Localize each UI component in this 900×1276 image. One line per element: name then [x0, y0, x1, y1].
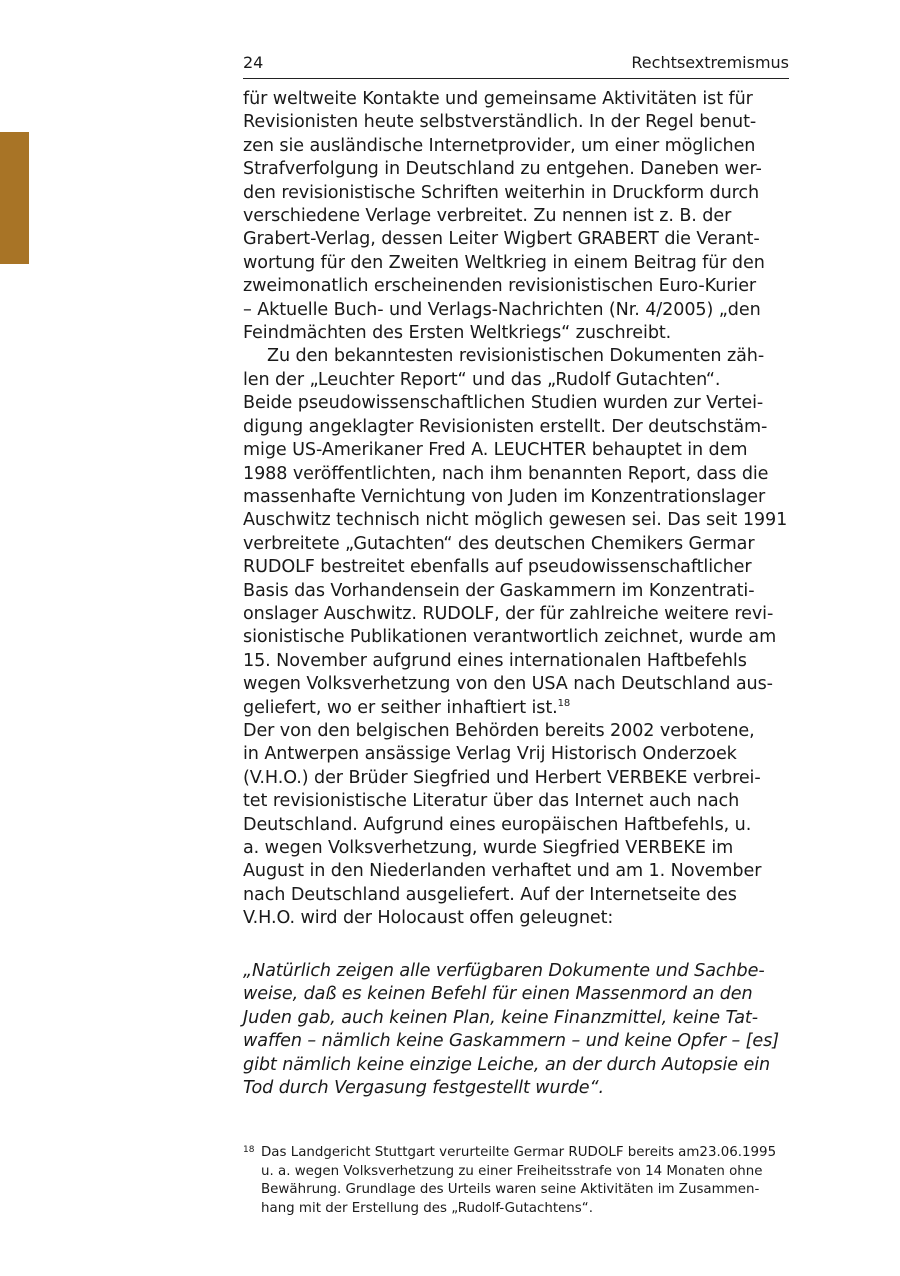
- quote-line: gibt nämlich keine einzige Leiche, an der durch Autopsie ein: [243, 1054, 771, 1075]
- text-line: – Aktuelle Buch- und Verlags-Nachrichten (Nr. 4/2005) „den: [243, 299, 761, 320]
- text-line: V.H.O. wird der Holocaust offen geleugnet:: [243, 908, 614, 929]
- footnote-line: hang mit der Erstellung des „Rudolf-Gutachtens“.: [261, 1200, 593, 1216]
- text-line: Beide pseudowissenschaftlichen Studien wurden zur Vertei-: [243, 393, 764, 414]
- body-text: [243, 88, 803, 931]
- footnote-line: Das Landgericht Stuttgart verurteilte Germar RUDOLF bereits am23.06.1995: [261, 1145, 777, 1160]
- text-line: verschiedene Verlage verbreitet. Zu nennen ist z. B. der: [243, 206, 732, 227]
- footnote-text: [243, 1144, 803, 1218]
- text-line: mige US-Amerikaner Fred A. LEUCHTER behauptet in dem: [243, 440, 748, 461]
- text-line: in Antwerpen ansässige Verlag Vrij Historisch Onderzoek: [243, 744, 737, 765]
- text-line: wegen Volksverhetzung von den USA nach Deutschland aus-: [243, 674, 773, 695]
- text-line: zen sie ausländische Internetprovider, um einer möglichen: [243, 135, 756, 156]
- text-line: geliefert, wo er seither inhaftiert ist.: [243, 697, 558, 718]
- footnote-number: 18: [243, 1145, 255, 1155]
- paragraph-3: [243, 720, 803, 931]
- text-line: nach Deutschland ausgeliefert. Auf der Internetseite des: [243, 884, 737, 905]
- text-line: Auschwitz technisch nicht möglich gewesen sei. Das seit 1991: [243, 510, 788, 531]
- chapter-side-tab: [0, 132, 29, 264]
- text-line: Feindmächten des Ersten Weltkriegs“ zuschreibt.: [243, 323, 672, 344]
- quote-line: Juden gab, auch keinen Plan, keine Finanzmittel, keine Tat-: [243, 1007, 758, 1028]
- text-line: zweimonatlich erscheinenden revisionistischen Euro-Kurier: [243, 276, 757, 297]
- text-line: Revisionisten heute selbstverständlich. In der Regel benut-: [243, 112, 757, 133]
- text-line-with-footnote: [243, 697, 803, 720]
- paragraph-2: [243, 345, 803, 720]
- running-title: Rechtsextremismus: [631, 53, 789, 72]
- text-line: 15. November aufgrund eines internationalen Haftbefehls: [243, 650, 747, 671]
- text-line: massenhafte Vernichtung von Juden im Konzentrationslager: [243, 486, 766, 507]
- text-line: onslager Auschwitz. RUDOLF, der für zahlreiche weitere revi-: [243, 603, 774, 624]
- quote-line: Tod durch Vergasung festgestellt wurde“.: [243, 1078, 605, 1099]
- page-header: [243, 52, 789, 79]
- quote-line: weise, daß es keinen Befehl für einen Massenmord an den: [243, 984, 753, 1005]
- text-line: sionistische Publikationen verantwortlich zeichnet, wurde am: [243, 627, 777, 648]
- text-line: den revisionistische Schriften weiterhin in Druckform durch: [243, 182, 760, 203]
- text-line: (V.H.O.) der Brüder Siegfried und Herbert VERBEKE verbrei-: [243, 767, 761, 788]
- paragraph-1: [243, 88, 803, 345]
- text-line: Der von den belgischen Behörden bereits 2002 verbotene,: [243, 720, 755, 741]
- text-line: tet revisionistische Literatur über das Internet auch nach: [243, 791, 740, 812]
- text-line: Deutschland. Aufgrund eines europäischen Haftbefehls, u.: [243, 814, 752, 835]
- footnote-section: [243, 1144, 803, 1218]
- text-line: August in den Niederlanden verhaftet und am 1. November: [243, 861, 762, 882]
- block-quote: [243, 960, 803, 1100]
- text-line: Zu den bekanntesten revisionistischen Dokumenten zäh-: [267, 346, 765, 367]
- text-line: digung angeklagter Revisionisten erstellt. Der deutschstäm-: [243, 416, 768, 437]
- text-line: Grabert-Verlag, dessen Leiter Wigbert GRABERT die Verant-: [243, 229, 760, 250]
- footnote-reference[interactable]: 18: [557, 697, 571, 709]
- text-line: RUDOLF bestreitet ebenfalls auf pseudowissenschaftlicher: [243, 557, 752, 578]
- text-line: Basis das Vorhandensein der Gaskammern im Konzentrati-: [243, 580, 755, 601]
- text-line: Strafverfolgung in Deutschland zu entgehen. Daneben wer-: [243, 159, 762, 180]
- text-line: len der „Leuchter Report“ und das „Rudolf Gutachten“.: [243, 369, 721, 390]
- text-line: für weltweite Kontakte und gemeinsame Aktivitäten ist für: [243, 89, 753, 109]
- footnote-line: Bewährung. Grundlage des Urteils waren seine Aktivitäten im Zusammen-: [261, 1182, 760, 1198]
- text-line: a. wegen Volksverhetzung, wurde Siegfried VERBEKE im: [243, 838, 734, 858]
- page-number: 24: [243, 53, 264, 72]
- footnote-line: u. a. wegen Volksverhetzung zu einer Freiheitsstrafe von 14 Monaten ohne: [261, 1163, 763, 1179]
- text-line: 1988 veröffentlichten, nach ihm benannten Report, dass die: [243, 463, 769, 484]
- quote-line: waffen – nämlich keine Gaskammern – und keine Opfer – [es]: [243, 1031, 779, 1052]
- text-line: verbreitete „Gutachten“ des deutschen Chemikers Germar: [243, 533, 755, 554]
- text-line: wortung für den Zweiten Weltkrieg in einem Beitrag für den: [243, 252, 765, 273]
- quote-line: „Natürlich zeigen alle verfügbaren Dokumente und Sachbe-: [243, 961, 765, 981]
